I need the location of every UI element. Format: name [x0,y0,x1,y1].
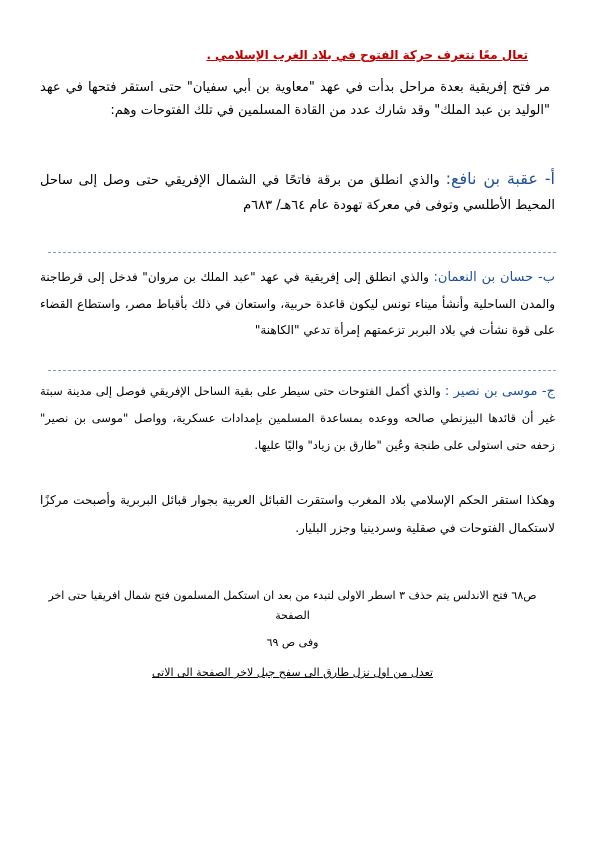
intro-paragraph: مر فتح إفريقية بعدة مراحل بدأت في عهد "معاوية بن أبي سفيان" حتى استقر فتحها في عهد "الوليد بن عبد الملك" وقد شارك عدد من القادة المسلمين في تلك الفتوحات وهم: [40,80,550,118]
page-heading: تعال معًا نتعرف حركة الفتوح في بلاد الغرب الإسلامي . [206,48,528,62]
section-c-text: والذي أكمل الفتوحات حتى سيطر على بقية الساحل الإفريقي فوصل إلى مدينة سبتة غير أن قائدها البيزنطي صالحه ووعده بمساعدة المسلمين بإمدادات عسكرية، وواصل "موسى بن نصير" زحفه حتى استولى على طنجة وعُين "طارق بن زياد" واليًا عليها. [40,384,555,452]
section-b-paragraph [40,264,555,343]
section-c-name: ج- موسى بن نصير : [444,384,555,399]
section-b-name: ب- حسان بن النعمان: [433,270,555,285]
section-a-paragraph [40,166,555,218]
section-c-paragraph [40,378,555,459]
divider [48,252,556,253]
editor-note-3: تعدل من اول نزل طارق الى سفح جبل لاخر الصفحة الى الاتى [152,666,433,679]
editor-note-2: وفى ص ٦٩ [266,636,319,649]
editor-note-1: ص٦٨ فتح الاندلس يتم حذف ٣ اسطر الاولى لتبدء من بعد ان استكمل المسلمون فتح شمال افريقيا حتى اخر الصفحة [48,589,537,622]
divider [48,370,556,371]
section-b-text: والذي انطلق إلى إفريقية في عهد "عبد الملك بن مروان" فدخل إلى قرطاجنة والمدن الساحلية وأنشأ ميناء تونس ليكون قاعدة حربية، واستعان في ذلك بأقباط مصر، واستطاع القضاء على قوة نشأت في بلاد البربر تزعمتهم إمرأة تدعي "الكاهنة" [40,270,555,337]
section-a-text: والذي انطلق من برقة فاتحًا في الشمال الإفريقي حتى وصل إلى ساحل المحيط الأطلسي وتوفى في معركة تهودة عام ٦٤هـ/ ٦٨٣م [40,173,555,213]
section-a-name: أ- عقبة بن نافع: [445,169,555,188]
conclusion-paragraph: وهكذا استقر الحكم الإسلامي بلاد المغرب واستقرت القبائل العربية بجوار قبائل البربرية وأصبحت مركزًا لاستكمال الفتوحات في صقلية وسردينيا وجزر البليار. [40,493,555,535]
